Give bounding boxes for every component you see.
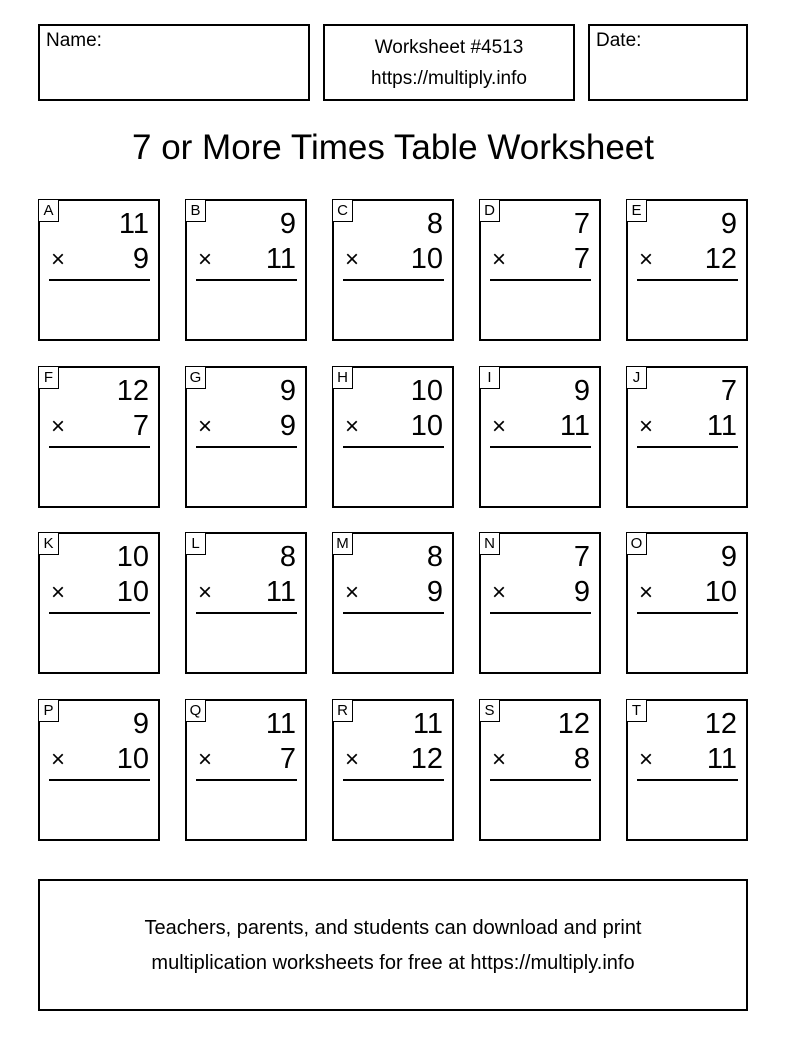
problem-letter: E [626,199,647,222]
answer-line [196,779,297,781]
problem-card [332,366,454,508]
answer-line [637,446,738,448]
multiplicand: 9 [279,208,296,240]
multiplicand: 12 [704,708,737,740]
multiplicand: 11 [412,708,443,740]
times-sign: × [51,246,66,273]
problem-card [332,199,454,341]
problem-letter: S [479,699,500,722]
problem-letter: N [479,532,500,555]
times-sign: × [639,746,654,773]
multiplier: 12 [704,243,737,275]
footer-text-line-1: Teachers, parents, and students can download and print [144,917,642,939]
multiplier: 11 [265,243,296,275]
answer-line [343,612,444,614]
multiplicand: 7 [573,208,590,240]
problem-letter: G [185,366,206,389]
multiplicand: 9 [132,708,149,740]
answer-line [49,612,150,614]
problem-letter: K [38,532,59,555]
multiplicand: 7 [573,541,590,573]
date-label: Date: [596,30,642,51]
times-sign: × [639,579,654,606]
times-sign: × [345,413,360,440]
times-sign: × [492,746,507,773]
multiplicand: 8 [279,541,296,573]
multiplicand: 7 [720,375,737,407]
answer-line [490,279,591,281]
times-sign: × [198,579,213,606]
problem-letter: M [332,532,353,555]
page-title: 7 or More Times Table Worksheet [132,128,654,167]
answer-line [196,279,297,281]
problem-letter: R [332,699,353,722]
multiplicand: 8 [426,208,443,240]
problem-card [38,199,160,341]
answer-line [196,612,297,614]
multiplier: 8 [573,743,590,775]
problem-letter: B [185,199,206,222]
multiplier: 10 [704,576,737,608]
multiplicand: 9 [720,208,737,240]
times-sign: × [51,579,66,606]
problem-card [185,699,307,841]
answer-line [343,446,444,448]
problem-letter: I [479,366,500,389]
problem-card [185,199,307,341]
times-sign: × [345,579,360,606]
multiplier: 7 [279,743,296,775]
multiplicand: 9 [720,541,737,573]
multiplier: 7 [132,410,149,442]
multiplier: 9 [573,576,590,608]
problem-card [38,532,160,674]
multiplier: 10 [116,576,149,608]
problem-card [185,532,307,674]
multiplier: 10 [410,410,443,442]
answer-line [49,279,150,281]
multiplier: 11 [265,576,296,608]
answer-line [490,612,591,614]
multiplier: 11 [559,410,590,442]
problem-card [479,699,601,841]
times-sign: × [639,413,654,440]
answer-line [49,446,150,448]
problem-letter: O [626,532,647,555]
multiplier: 9 [279,410,296,442]
times-sign: × [198,246,213,273]
answer-line [490,446,591,448]
problem-letter: H [332,366,353,389]
answer-line [637,612,738,614]
problem-card [626,199,748,341]
multiplicand: 11 [118,208,149,240]
problem-letter: C [332,199,353,222]
multiplicand: 11 [265,708,296,740]
times-sign: × [198,413,213,440]
multiplier: 7 [573,243,590,275]
answer-line [343,279,444,281]
problem-card [38,366,160,508]
multiplier: 9 [132,243,149,275]
answer-line [637,279,738,281]
problem-letter: D [479,199,500,222]
problem-letter: L [185,532,206,555]
times-sign: × [492,579,507,606]
problem-letter: P [38,699,59,722]
problem-letter: A [38,199,59,222]
multiplicand: 8 [426,541,443,573]
problem-letter: T [626,699,647,722]
problem-letter: Q [185,699,206,722]
name-label: Name: [46,30,102,51]
times-sign: × [51,413,66,440]
multiplicand: 12 [557,708,590,740]
times-sign: × [198,746,213,773]
worksheet-number: Worksheet #4513 [374,37,524,58]
problem-card [38,699,160,841]
problem-letter: J [626,366,647,389]
problem-card [626,699,748,841]
multiplier: 10 [410,243,443,275]
problem-card [626,366,748,508]
problem-card [332,532,454,674]
answer-line [637,779,738,781]
answer-line [490,779,591,781]
multiplier: 10 [116,743,149,775]
answer-line [196,446,297,448]
problem-card [479,366,601,508]
multiplier: 11 [706,410,737,442]
worksheet-url: https://multiply.info [371,68,527,89]
multiplier: 11 [706,743,737,775]
footer-text-line-2: multiplication worksheets for free at https://multiply.info [151,952,635,974]
answer-line [343,779,444,781]
multiplicand: 9 [573,375,590,407]
multiplicand: 10 [410,375,443,407]
problem-card [479,199,601,341]
problem-card [626,532,748,674]
problem-letter: F [38,366,59,389]
multiplier: 9 [426,576,443,608]
multiplier: 12 [410,743,443,775]
times-sign: × [51,746,66,773]
problem-card [185,366,307,508]
times-sign: × [345,246,360,273]
problem-card [332,699,454,841]
answer-line [49,779,150,781]
times-sign: × [492,246,507,273]
problem-card [479,532,601,674]
times-sign: × [492,413,507,440]
multiplicand: 10 [116,541,149,573]
multiplicand: 9 [279,375,296,407]
times-sign: × [345,746,360,773]
multiplicand: 12 [116,375,149,407]
times-sign: × [639,246,654,273]
footer-box [38,879,748,1011]
